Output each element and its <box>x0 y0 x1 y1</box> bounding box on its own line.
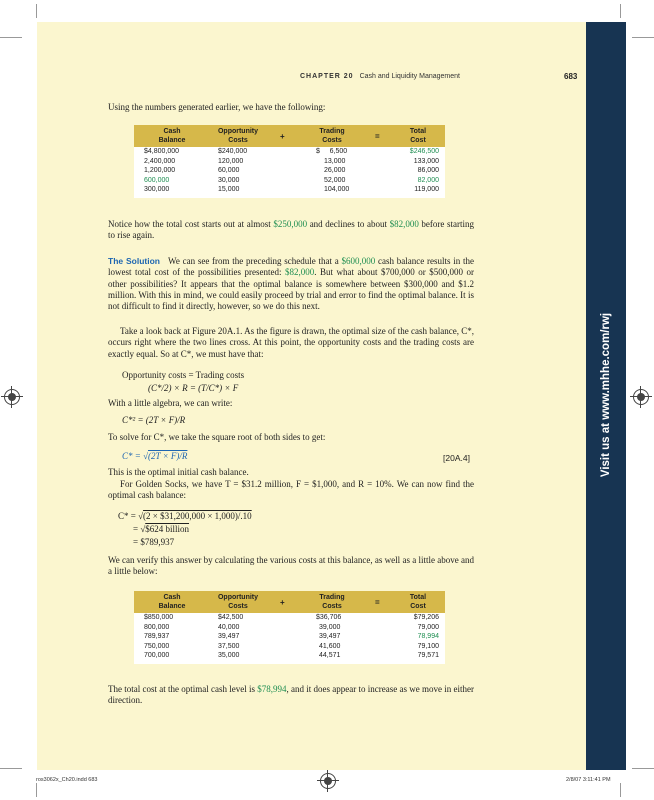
table-header <box>134 125 445 147</box>
verify-paragraph: We can verify this answer by calculating the various costs at this balance, as well as a little above and a little below: <box>108 555 474 577</box>
intro-text: Using the numbers generated earlier, we have the following: <box>108 102 326 112</box>
table-row: $850,000 $42,500 $36,706 $79,206 <box>144 614 439 621</box>
registration-mark-icon <box>320 773 336 789</box>
header-opportunity-costs: Opportunity Costs <box>217 594 259 610</box>
algebra-text: With a little algebra, we can write: <box>108 398 233 408</box>
golden-socks-paragraph: For Golden Socks, we have T = $31.2 million, F = $1,000, and R = 10%. We can now find the optimal cash balance: <box>108 479 474 501</box>
header-cash-balance: Cash Balance <box>158 594 186 610</box>
table-row: 789,937 39,497 39,497 78,994 <box>144 633 439 641</box>
equation-number: [20A.4] <box>443 453 470 463</box>
table-body <box>134 613 445 664</box>
calc-line-1: C* = √(2 × $31,200,000 × 1,000)/.10 <box>118 511 252 521</box>
crop-mark <box>0 37 22 38</box>
plus-sign: + <box>280 132 285 141</box>
optimal-text: This is the optimal initial cash balance. <box>108 467 249 477</box>
crop-mark <box>620 4 621 18</box>
crop-mark <box>632 37 654 38</box>
table-body <box>134 147 445 198</box>
equation-opportunity-trading: Opportunity costs = Trading costs <box>122 370 245 380</box>
crop-mark <box>632 768 654 769</box>
cost-table-2 <box>134 591 445 664</box>
equals-sign: = <box>375 598 380 607</box>
crop-mark <box>0 768 22 769</box>
footer-timestamp: 2/8/07 3:11:41 PM <box>566 777 611 783</box>
page-number: 683 <box>564 72 578 81</box>
section-heading: The Solution <box>108 256 160 266</box>
table-row: $4,800,000 $240,000 $ 6,500 $246,500 <box>144 148 439 155</box>
header-trading-costs: Trading Costs <box>319 128 345 144</box>
table-row: 700,000 35,000 44,571 79,571 <box>144 652 439 660</box>
header-total-cost: Total Cost <box>409 594 427 610</box>
equals-sign: = <box>375 132 380 141</box>
figure-paragraph: Take a look back at Figure 20A.1. As the figure is drawn, the optimal size of the cash balance, C*, occurs right where the two lines cross. At this point, the opportunity costs and the trading costs are exactly equal. So at C*, we must have that: <box>108 326 474 359</box>
equation-cost-equality: (C*/2) × R = (T/C*) × F <box>148 383 239 393</box>
header-total-cost: Total Cost <box>409 128 427 144</box>
sidebar-url-text[interactable]: Visit us at www.mhhe.com/rwj <box>600 312 612 478</box>
header-trading-costs: Trading Costs <box>319 594 345 610</box>
table-row: 750,000 37,500 41,600 79,100 <box>144 642 439 650</box>
equation-c-squared: C*² = (2T × F)/R <box>122 415 186 425</box>
table-row: 600,000 30,000 52,000 82,000 <box>144 176 439 184</box>
solution-paragraph: The Solution We can see from the preceding schedule that a $600,000 cash balance results in the lowest total cost of the possibilities presented: $82,000. But what about $700,000 or $500,000 or other possibilities? It appears that the optimal balance is somewhere between $300,000 and $1.2 million. With this in mind, we could easily proceed by trial and error to find the optimal balance. It is not difficult to find it directly, however, so we do this next. <box>108 256 474 312</box>
footer-file-info: ros3062x_Ch20.indd 683 <box>36 777 98 783</box>
chapter-title: Cash and Liquidity Management <box>359 73 460 80</box>
crop-mark <box>36 783 37 797</box>
header-cash-balance: Cash Balance <box>158 128 186 144</box>
table-row: 800,000 40,000 39,000 79,000 <box>144 623 439 631</box>
calc-line-3: = $789,937 <box>133 537 175 547</box>
crop-mark <box>36 4 37 18</box>
crop-mark <box>620 783 621 797</box>
solve-text: To solve for C*, we take the square root of both sides to get: <box>108 432 326 442</box>
chapter-label: CHAPTER 20 <box>300 73 354 80</box>
conclusion-paragraph: The total cost at the optimal cash level is $78,994, and it does appear to increase as we move in either direction. <box>108 684 474 706</box>
table-header <box>134 591 445 613</box>
plus-sign: + <box>280 598 285 607</box>
table-row: 300,000 15,000 104,000 119,000 <box>144 186 439 194</box>
notice-paragraph: Notice how the total cost starts out at almost $250,000 and declines to about $82,000 before starting to rise again. <box>108 219 474 241</box>
header-opportunity-costs: Opportunity Costs <box>217 128 259 144</box>
equation-optimal-balance: C* = √(2T × F)/R <box>122 451 188 461</box>
registration-mark-icon <box>633 389 649 405</box>
running-header <box>300 73 460 80</box>
cost-table-1 <box>134 125 445 198</box>
calc-line-2: = √$624 billion <box>133 524 190 534</box>
table-row: 1,200,000 60,000 26,000 86,000 <box>144 167 439 175</box>
registration-mark-icon <box>4 389 20 405</box>
table-row: 2,400,000 120,000 13,000 133,000 <box>144 157 439 165</box>
